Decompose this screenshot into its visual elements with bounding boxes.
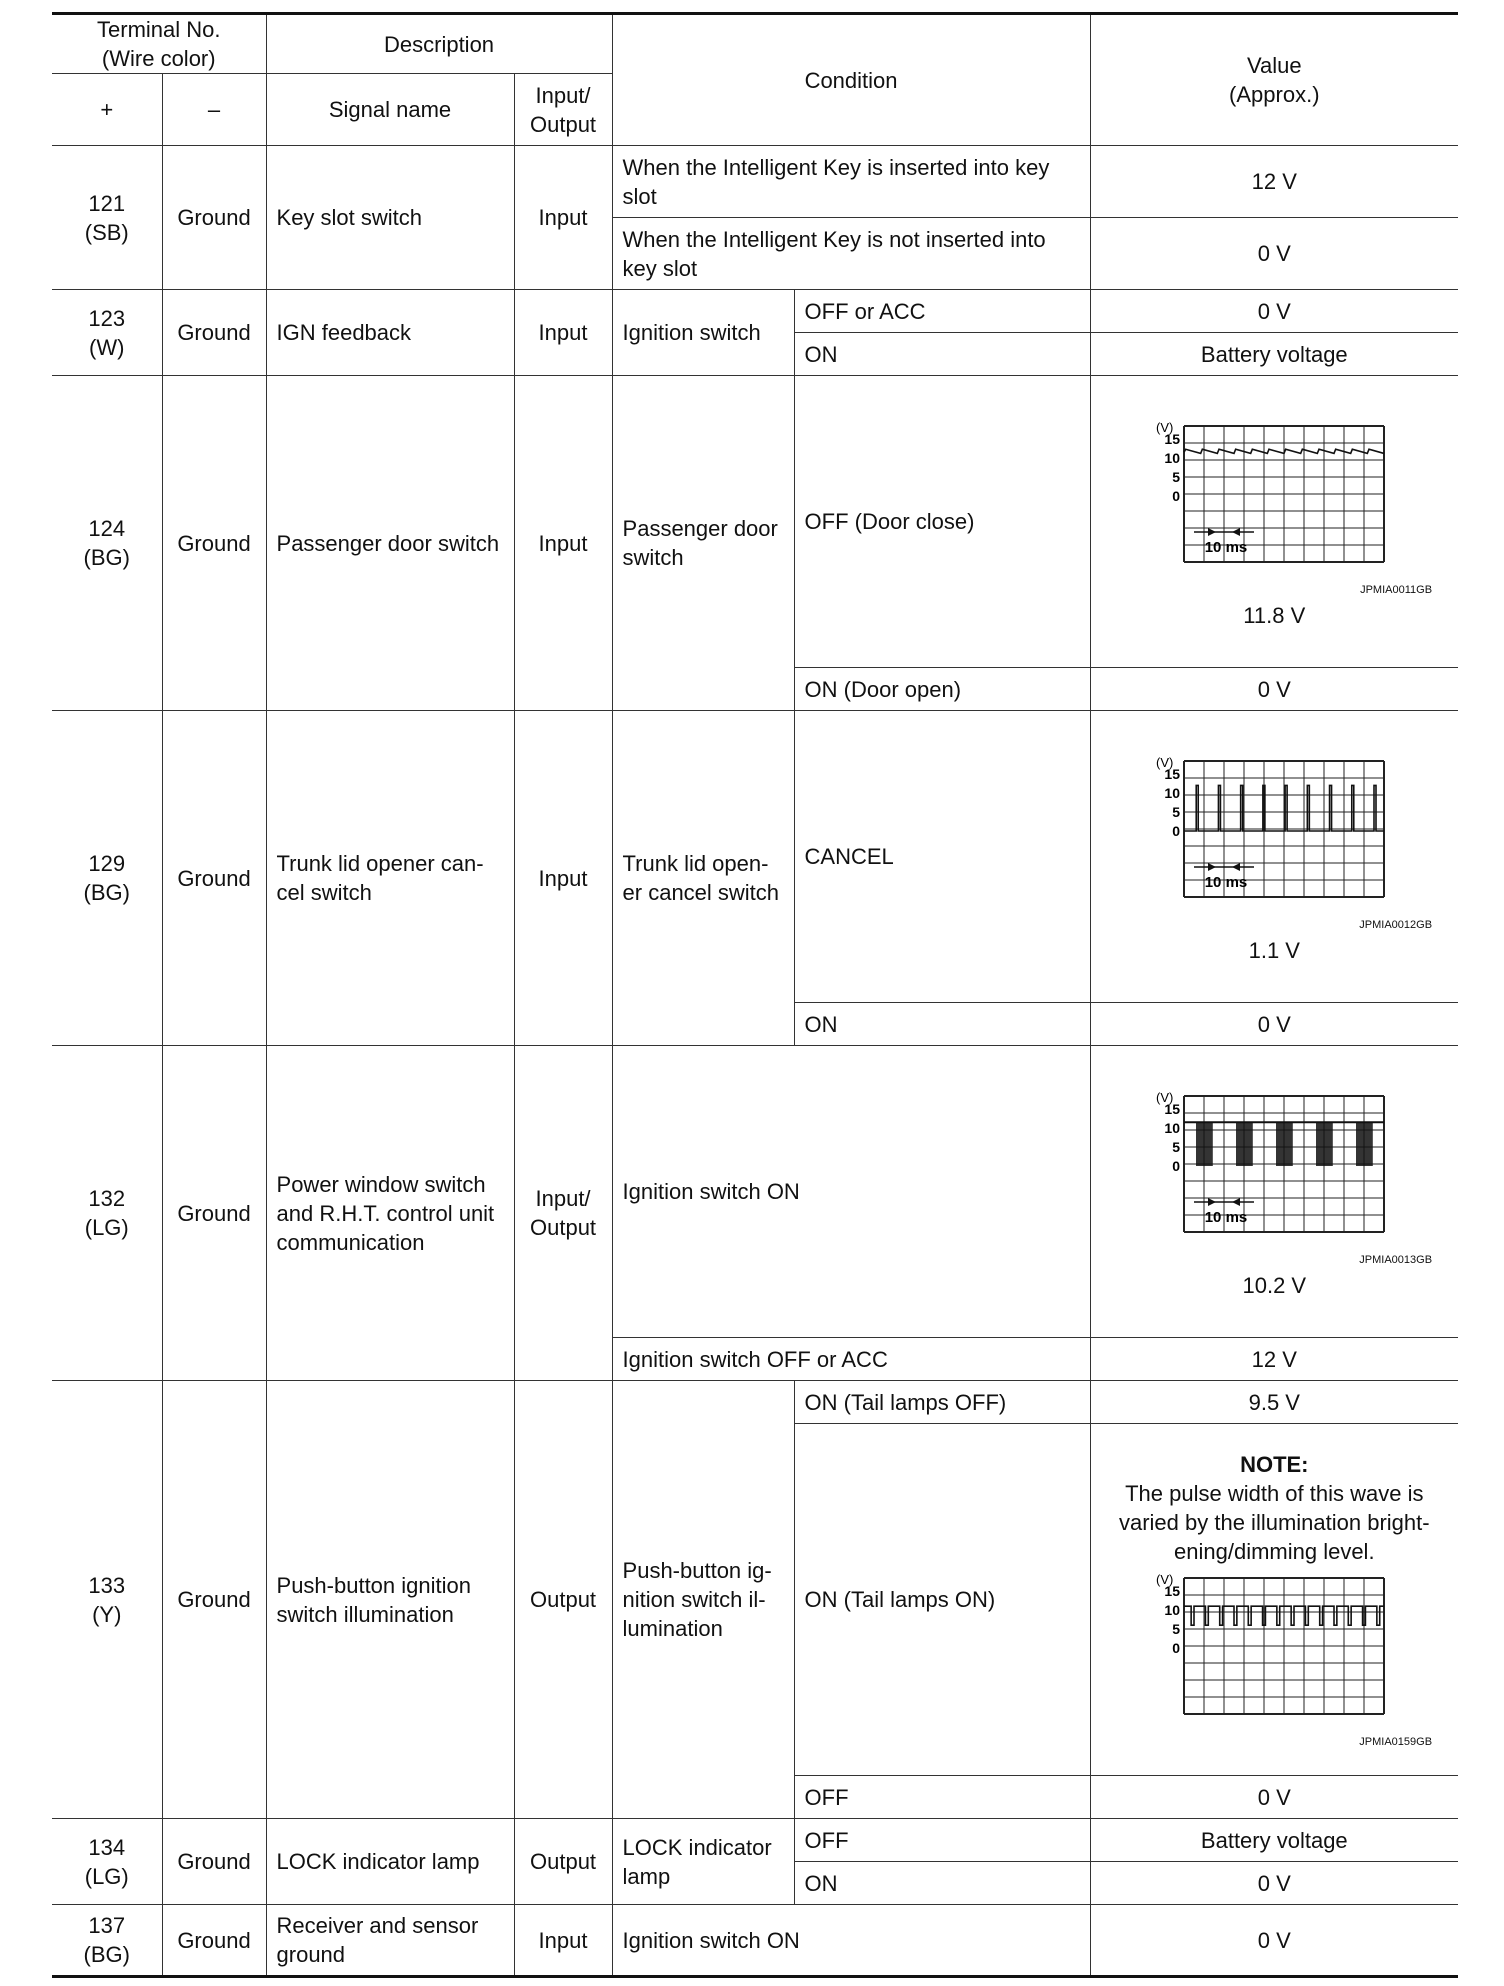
figure-code: JPMIA0011GB <box>1360 583 1433 596</box>
sub-condition-cell: OFF or ACC <box>794 290 1090 333</box>
arrow-right-icon <box>1208 1198 1216 1206</box>
signal-name-cell: Passenger door switch <box>266 376 514 711</box>
sub-condition-cell: ON (Tail lamps ON) <box>794 1424 1090 1776</box>
unit-label: (V) <box>1156 1572 1174 1587</box>
signal-name-cell: IGN feedback <box>266 290 514 376</box>
waveform-burst <box>1316 1122 1333 1166</box>
arrow-left-icon <box>1232 1198 1240 1206</box>
table-row <box>52 1381 1458 1424</box>
y-tick-label: 15 <box>1164 765 1181 782</box>
header-description: Description <box>266 14 612 74</box>
terminal-spec-table <box>52 12 1458 1978</box>
time-scale-label: 10 ms <box>1205 1208 1248 1226</box>
value-cell: Battery voltage <box>1090 1819 1458 1862</box>
waveform-value-cell <box>1090 1046 1458 1338</box>
table-row <box>52 290 1458 333</box>
y-tick-label: 0 <box>1172 487 1181 504</box>
ground-cell: Ground <box>162 290 266 376</box>
sub-condition-cell: ON (Door open) <box>794 668 1090 711</box>
value-cell: 0 V <box>1090 1003 1458 1046</box>
ground-cell: Ground <box>162 1905 266 1977</box>
signal-name-cell: Receiver and sensor ground <box>266 1905 514 1977</box>
note-title: NOTE: <box>1240 1452 1309 1477</box>
value-cell: 12 V <box>1090 146 1458 218</box>
arrow-left-icon <box>1232 863 1240 871</box>
terminal-cell: 121 (SB) <box>52 146 162 290</box>
condition-cell: Ignition switch <box>612 290 794 376</box>
condition-cell: Ignition switch OFF or ACC <box>612 1338 1090 1381</box>
oscilloscope-waveform <box>1154 414 1394 584</box>
condition-cell: When the Intelligent Key is inserted into key slot <box>612 146 1090 218</box>
value-cell: 9.5 V <box>1090 1381 1458 1424</box>
ground-cell: Ground <box>162 1046 266 1381</box>
y-tick-label: 10 <box>1164 1119 1181 1136</box>
table-row <box>52 376 1458 668</box>
condition-cell: Ignition switch ON <box>612 1046 1090 1338</box>
io-cell: Input <box>514 711 612 1046</box>
value-cell: 0 V <box>1090 1905 1458 1977</box>
waveform-burst <box>1196 1122 1213 1166</box>
y-tick-label: 5 <box>1172 1138 1181 1155</box>
waveform-burst <box>1356 1122 1373 1166</box>
figure-code: JPMIA0012GB <box>1359 918 1433 931</box>
value-cell: 0 V <box>1090 1862 1458 1905</box>
ground-cell: Ground <box>162 376 266 711</box>
condition-cell: Passenger door switch <box>612 376 794 711</box>
table-row <box>52 1905 1458 1977</box>
value-cell: Battery voltage <box>1090 333 1458 376</box>
waveform-burst <box>1236 1122 1253 1166</box>
arrow-right-icon <box>1208 863 1216 871</box>
value-cell: 0 V <box>1090 290 1458 333</box>
time-scale-label: 10 ms <box>1205 538 1248 556</box>
terminal-cell: 137 (BG) <box>52 1905 162 1977</box>
header-terminal: Terminal No. (Wire color) <box>52 14 266 74</box>
io-cell: Input <box>514 376 612 711</box>
condition-cell: Ignition switch ON <box>612 1905 1090 1977</box>
oscilloscope-waveform <box>1154 1566 1394 1736</box>
value-text: 11.8 V <box>1243 602 1306 628</box>
terminal-cell: 123 (W) <box>52 290 162 376</box>
oscilloscope-waveform <box>1154 749 1394 919</box>
terminal-cell: 134 (LG) <box>52 1819 162 1905</box>
io-cell: Input <box>514 1905 612 1977</box>
io-cell: Output <box>514 1819 612 1905</box>
sub-condition-cell: ON <box>794 333 1090 376</box>
value-cell: 0 V <box>1090 218 1458 290</box>
terminal-cell: 129 (BG) <box>52 711 162 1046</box>
figure-code: JPMIA0013GB <box>1359 1253 1433 1266</box>
signal-name-cell: Key slot switch <box>266 146 514 290</box>
io-cell: Input <box>514 146 612 290</box>
header-plus: + <box>52 74 162 146</box>
waveform-value-cell <box>1090 711 1458 1003</box>
unit-label: (V) <box>1156 754 1174 770</box>
value-cell: 0 V <box>1090 668 1458 711</box>
sub-condition-cell: CANCEL <box>794 711 1090 1003</box>
y-tick-label: 15 <box>1164 1100 1181 1117</box>
header-condition: Condition <box>612 14 1090 146</box>
y-tick-label: 5 <box>1172 803 1181 820</box>
ground-cell: Ground <box>162 1381 266 1819</box>
note-block <box>1097 1450 1453 1566</box>
ground-cell: Ground <box>162 711 266 1046</box>
waveform-value-cell <box>1090 376 1458 668</box>
terminal-cell: 133 (Y) <box>52 1381 162 1819</box>
arrow-left-icon <box>1232 528 1240 536</box>
table-row <box>52 1819 1458 1862</box>
y-tick-label: 5 <box>1172 1621 1181 1637</box>
header-signal-name: Signal name <box>266 74 514 146</box>
y-tick-label: 10 <box>1164 784 1181 801</box>
y-tick-label: 0 <box>1172 1157 1181 1174</box>
waveform-value-cell <box>1090 1424 1458 1776</box>
header-input-output: Input/ Output <box>514 74 612 146</box>
header-minus: – <box>162 74 266 146</box>
sub-condition-cell: ON (Tail lamps OFF) <box>794 1381 1090 1424</box>
header-value: Value (Approx.) <box>1090 14 1458 146</box>
signal-name-cell: LOCK indicator lamp <box>266 1819 514 1905</box>
sub-condition-cell: OFF (Door close) <box>794 376 1090 668</box>
io-cell: Input/ Output <box>514 1046 612 1381</box>
signal-name-cell: Trunk lid opener can-cel switch <box>266 711 514 1046</box>
y-tick-label: 15 <box>1164 1583 1181 1599</box>
sub-condition-cell: OFF <box>794 1819 1090 1862</box>
sub-condition-cell: ON <box>794 1862 1090 1905</box>
value-text: 10.2 V <box>1242 1272 1307 1298</box>
y-tick-label: 10 <box>1164 449 1181 466</box>
value-text: 1.1 V <box>1248 937 1300 963</box>
condition-cell: Push-button ig-nition switch il-lumination <box>612 1381 794 1819</box>
y-tick-label: 10 <box>1164 1602 1181 1618</box>
arrow-right-icon <box>1208 528 1216 536</box>
io-cell: Output <box>514 1381 612 1819</box>
unit-label: (V) <box>1156 1089 1174 1105</box>
figure-code: JPMIA0159GB <box>1359 1736 1433 1748</box>
terminal-cell: 132 (LG) <box>52 1046 162 1381</box>
note-text: The pulse width of this wave is varied by the illumination bright-ening/dimming level. <box>1118 1481 1430 1564</box>
table-row <box>52 1046 1458 1338</box>
value-cell: 12 V <box>1090 1338 1458 1381</box>
value-cell: 0 V <box>1090 1776 1458 1819</box>
terminal-spec-page <box>52 12 1458 1967</box>
y-tick-label: 15 <box>1164 430 1181 447</box>
condition-cell: Trunk lid open-er cancel switch <box>612 711 794 1046</box>
terminal-cell: 124 (BG) <box>52 376 162 711</box>
oscilloscope-waveform <box>1154 1084 1394 1254</box>
sub-condition-cell: ON <box>794 1003 1090 1046</box>
unit-label: (V) <box>1156 419 1174 435</box>
y-tick-label: 0 <box>1172 1640 1181 1656</box>
signal-name-cell: Push-button ignition switch illumination <box>266 1381 514 1819</box>
ground-cell: Ground <box>162 1819 266 1905</box>
table-row <box>52 146 1458 218</box>
signal-name-cell: Power window switch and R.H.T. control unit communication <box>266 1046 514 1381</box>
y-tick-label: 5 <box>1172 468 1181 485</box>
sub-condition-cell: OFF <box>794 1776 1090 1819</box>
condition-cell: LOCK indicator lamp <box>612 1819 794 1905</box>
waveform-burst <box>1276 1122 1293 1166</box>
time-scale-label: 10 ms <box>1205 873 1248 891</box>
table-row <box>52 711 1458 1003</box>
io-cell: Input <box>514 290 612 376</box>
ground-cell: Ground <box>162 146 266 290</box>
condition-cell: When the Intelligent Key is not inserted into key slot <box>612 218 1090 290</box>
y-tick-label: 0 <box>1172 822 1181 839</box>
